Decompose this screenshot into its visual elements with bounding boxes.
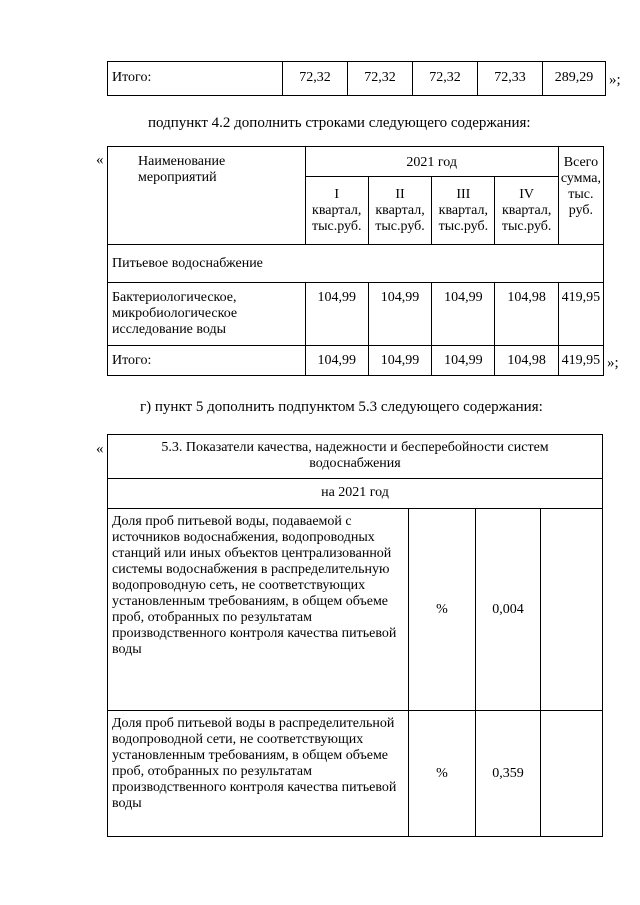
opening-quote-3: «	[96, 441, 104, 457]
total-q3: 104,99	[432, 346, 495, 376]
quarter-number: I	[334, 187, 340, 202]
quarter-number: IV	[519, 187, 535, 202]
measure-q4: 104,98	[495, 283, 558, 346]
quarter-unit: квартал, тыс.руб.	[311, 203, 362, 234]
indicator-unit: %	[409, 509, 476, 711]
closing-quote-2: »;	[607, 355, 619, 371]
measures-table	[107, 146, 604, 376]
total-q2: 72,32	[348, 62, 413, 96]
section-title: 5.3. Показатели качества, надежности и бесперебойности систем водоснабжения	[108, 435, 603, 479]
measure-name: Бактериологическое, микробиологическое исследование воды	[108, 283, 306, 346]
section-drinking-water: Питьевое водоснабжение	[108, 245, 604, 283]
header-q2	[368, 177, 431, 245]
quarter-unit: квартал, тыс.руб.	[375, 203, 425, 234]
measure-q1: 104,99	[305, 283, 368, 346]
measure-q2: 104,99	[368, 283, 431, 346]
paragraph-point-5: г) пункт 5 дополнить подпунктом 5.3 следующего содержания:	[140, 399, 543, 415]
header-measures: Наименование мероприятий	[108, 147, 306, 245]
quarter-unit: квартал, тыс.руб.	[438, 203, 489, 234]
indicator-text: Доля проб питьевой воды, подаваемой с источников водоснабжения, водопроводных станций или иных объектов централизованной системы водоснабжения в распределительную водопроводную сеть, не соответствующих установленным требованиям, в общем объеме проб, отобранных по результатам производственного контроля качества питьевой воды	[108, 509, 409, 711]
paragraph-subpoint-4-2: подпункт 4.2 дополнить строками следующего содержания:	[148, 115, 531, 131]
total-q1: 72,32	[283, 62, 348, 96]
header-total: Всего сумма, тыс. руб.	[558, 147, 603, 245]
total-q3: 72,32	[413, 62, 478, 96]
quality-indicators-table	[107, 434, 603, 837]
indicator-empty-cell	[541, 711, 603, 837]
total-q1: 104,99	[305, 346, 368, 376]
year-label: на 2021 год	[108, 479, 603, 509]
measure-sum: 419,95	[558, 283, 603, 346]
quarter-number: II	[395, 187, 405, 202]
closing-quote-1: »;	[609, 72, 621, 88]
total-label: Итого:	[108, 62, 283, 96]
indicator-value: 0,359	[476, 711, 541, 837]
total-sum: 289,29	[543, 62, 606, 96]
total-q4: 104,98	[495, 346, 558, 376]
header-q4	[495, 177, 558, 245]
totals-table-top	[107, 61, 606, 96]
total-label: Итого:	[108, 346, 306, 376]
indicator-value: 0,004	[476, 509, 541, 711]
opening-quote-2: «	[96, 152, 104, 168]
header-q3	[432, 177, 495, 245]
header-year: 2021 год	[305, 147, 558, 177]
header-q1	[305, 177, 368, 245]
indicator-text: Доля проб питьевой воды в распределительной водопроводной сети, не соответствующих установленным требованиям, в общем объеме проб, отобранных по результатам производственного контроля качества питьевой воды	[108, 711, 409, 837]
total-q4: 72,33	[478, 62, 543, 96]
measure-q3: 104,99	[432, 283, 495, 346]
total-q2: 104,99	[368, 346, 431, 376]
quarter-number: III	[456, 187, 471, 202]
indicator-empty-cell	[541, 509, 603, 711]
total-sum: 419,95	[558, 346, 603, 376]
indicator-unit: %	[409, 711, 476, 837]
quarter-unit: квартал, тыс.руб.	[501, 203, 552, 234]
